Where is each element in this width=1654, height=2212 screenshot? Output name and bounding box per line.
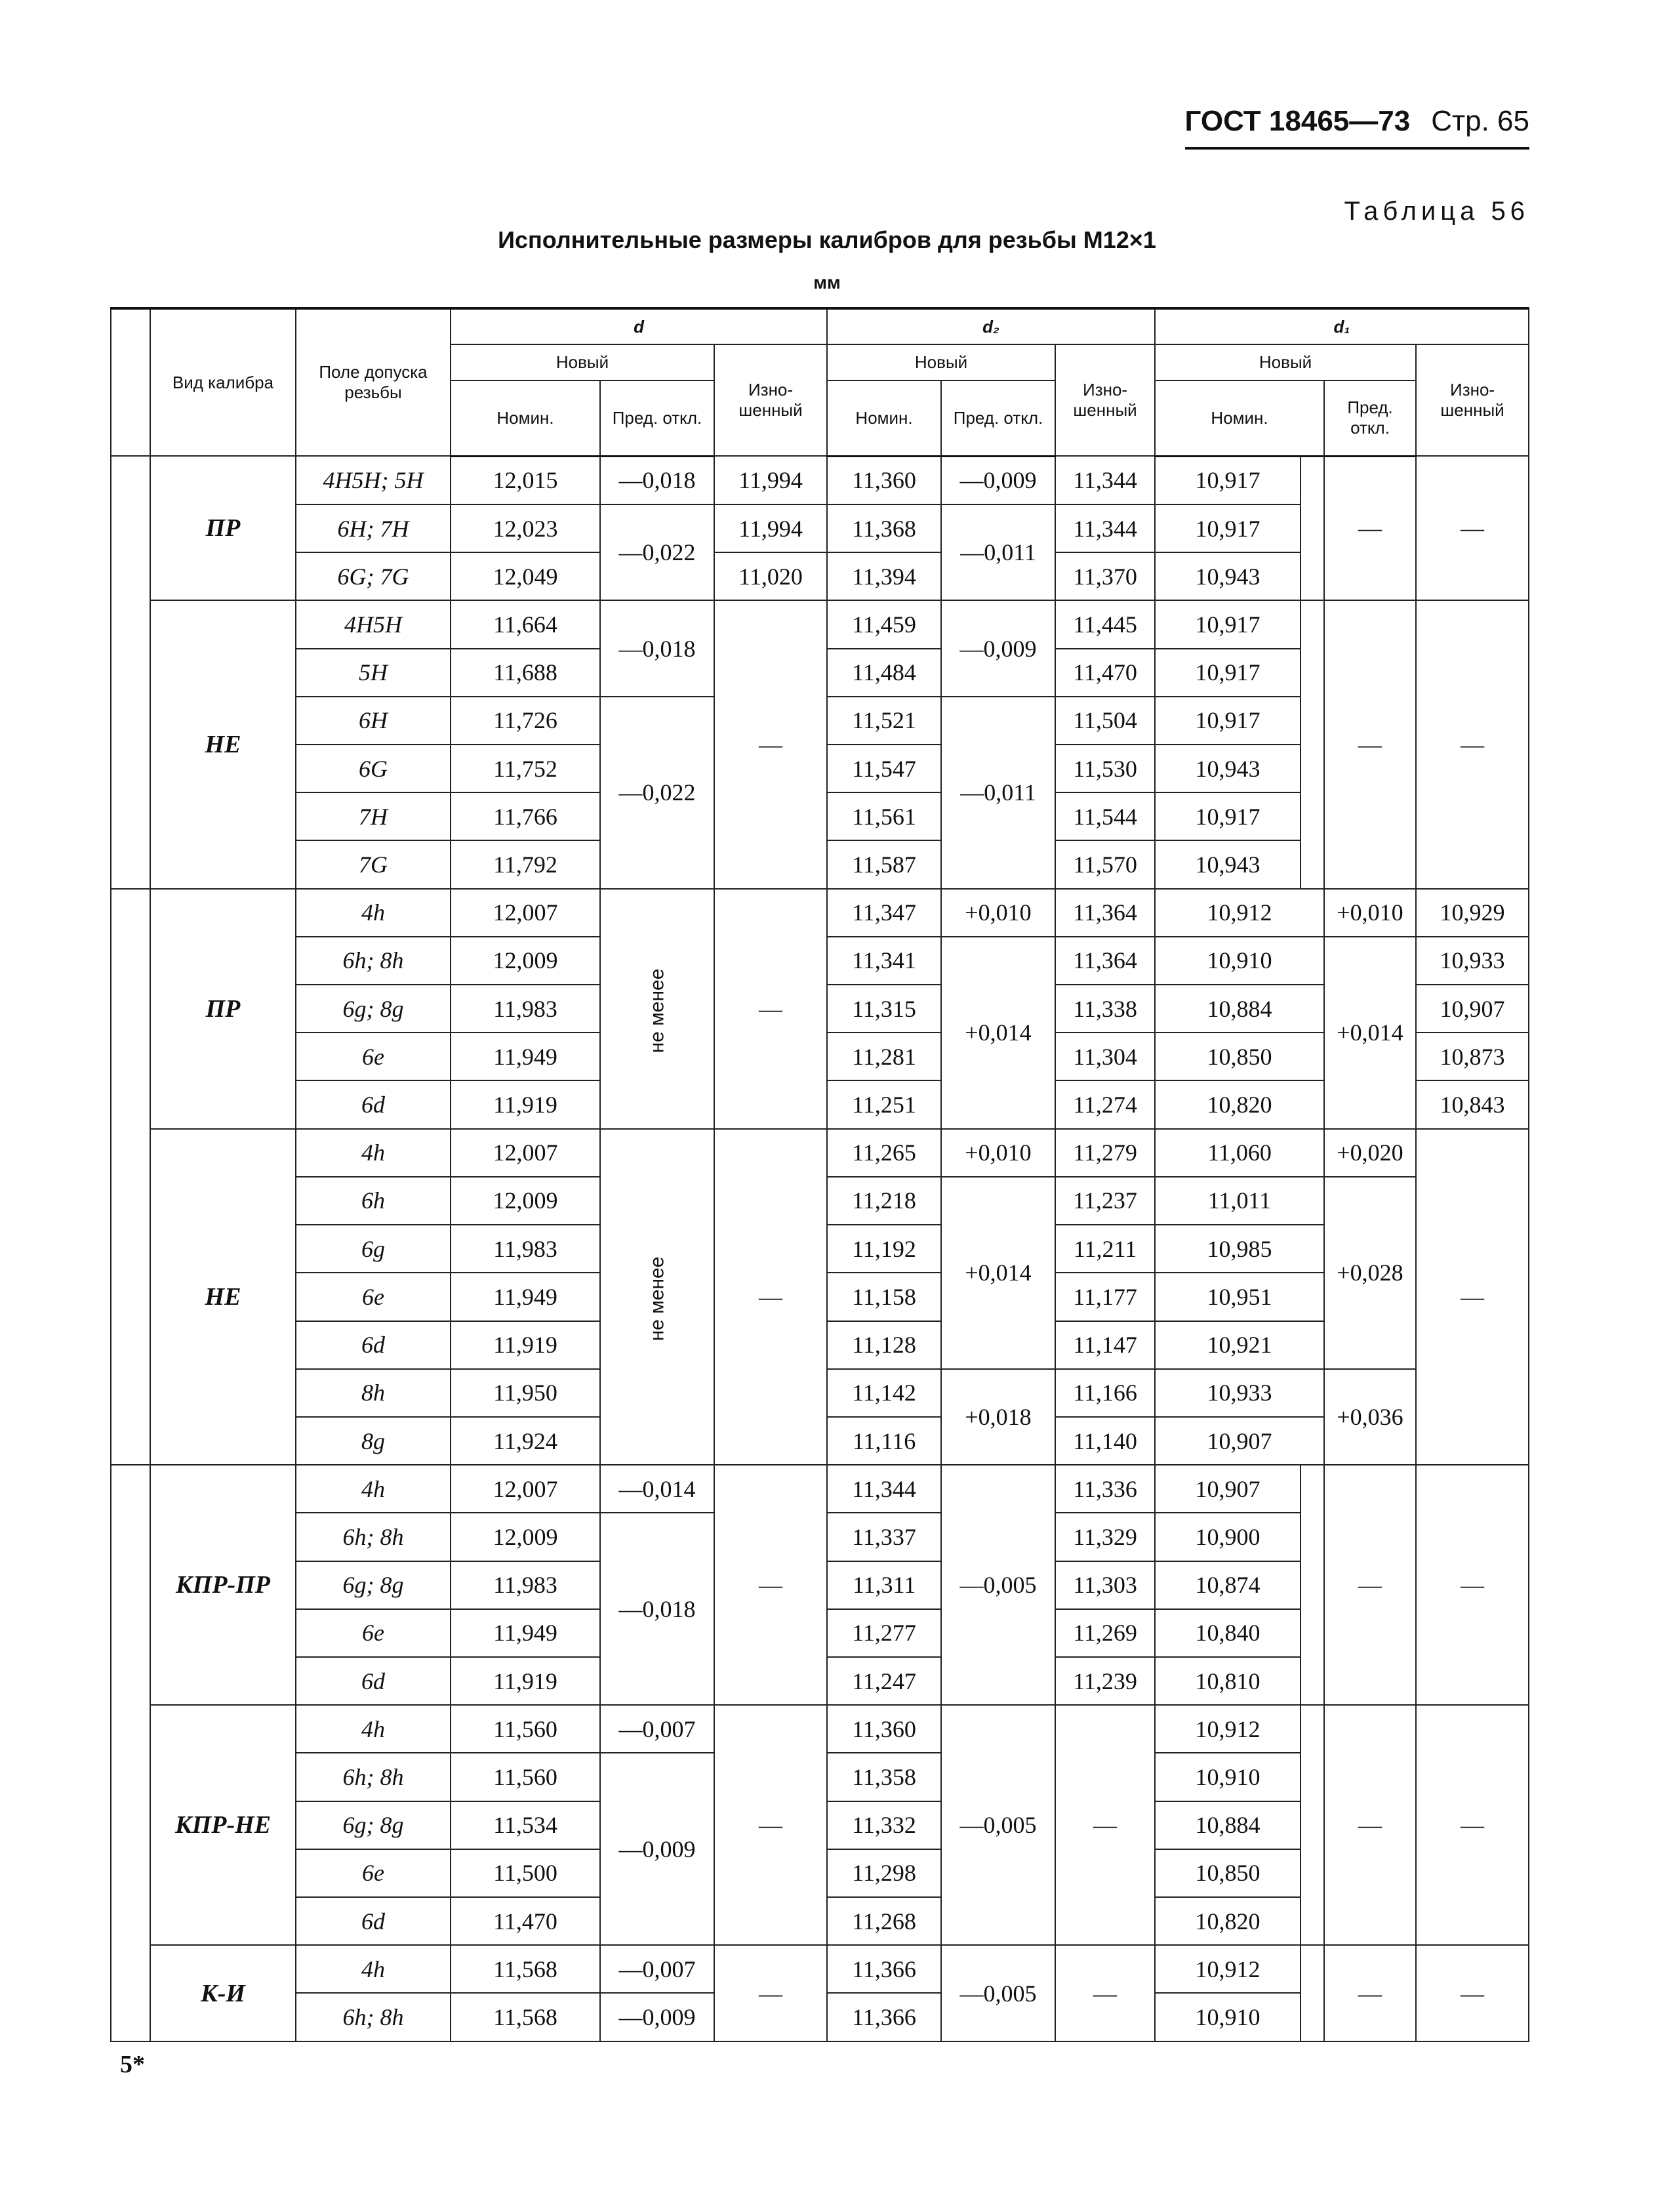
d2-worn-dash: — bbox=[1055, 1705, 1155, 1945]
page-number: Стр. 65 bbox=[1431, 105, 1529, 137]
d-deviation: —0,007 bbox=[600, 1705, 714, 1753]
d-deviation: —0,022 bbox=[600, 504, 714, 600]
d2-deviation: —0,009 bbox=[941, 456, 1055, 504]
d1-not-more-note bbox=[1301, 456, 1324, 600]
standard-number: ГОСТ 18465—73 bbox=[1184, 105, 1411, 137]
field-cell: 6e bbox=[296, 1033, 451, 1080]
d1-nominal: 10,850 bbox=[1155, 1849, 1301, 1897]
d1-nominal: 10,917 bbox=[1155, 697, 1301, 745]
d1-new-header: Новый bbox=[1155, 344, 1416, 380]
d2-deviation: +0,010 bbox=[941, 1129, 1055, 1177]
kind-k-i: К-И bbox=[150, 1945, 296, 2041]
field-cell: 6h; 8h bbox=[296, 937, 451, 985]
d1-deviation-dash: — bbox=[1324, 600, 1416, 888]
d2-worn: 11,166 bbox=[1055, 1369, 1155, 1417]
d-worn-dash: — bbox=[714, 1129, 827, 1465]
d2-nominal-header: Номин. bbox=[827, 380, 941, 456]
d-nominal: 11,766 bbox=[451, 792, 600, 840]
table-row bbox=[111, 1465, 1529, 1513]
d1-worn: 10,907 bbox=[1416, 985, 1529, 1033]
page-header bbox=[1185, 105, 1529, 150]
d1-nominal: 10,912 bbox=[1155, 1945, 1301, 1993]
d2-deviation: —0,005 bbox=[941, 1465, 1055, 1705]
field-cell: 7H bbox=[296, 792, 451, 840]
page-footer-mark: 5* bbox=[120, 2051, 145, 2078]
d-nominal: 11,949 bbox=[451, 1609, 600, 1657]
d2-nominal: 11,158 bbox=[827, 1273, 941, 1321]
d-nominal: 12,015 bbox=[451, 456, 600, 504]
field-cell: 6H; 7H bbox=[296, 504, 451, 552]
d-deviation: —0,009 bbox=[600, 1993, 714, 2041]
d2-worn: 11,303 bbox=[1055, 1561, 1155, 1609]
d2-worn: 11,364 bbox=[1055, 937, 1155, 985]
d2-worn: 11,445 bbox=[1055, 600, 1155, 648]
d1-worn-dash: — bbox=[1416, 600, 1529, 888]
d2-nominal: 11,247 bbox=[827, 1657, 941, 1705]
d2-worn: 11,239 bbox=[1055, 1657, 1155, 1705]
d2-nominal: 11,268 bbox=[827, 1897, 941, 1945]
d-nominal: 11,983 bbox=[451, 1561, 600, 1609]
d2-nominal: 11,368 bbox=[827, 504, 941, 552]
field-cell: 4h bbox=[296, 1705, 451, 1753]
field-cell: 4h bbox=[296, 1129, 451, 1177]
field-cell: 6H bbox=[296, 697, 451, 745]
d1-worn-dash: — bbox=[1416, 1465, 1529, 1705]
d-worn-header: Изно-шенный bbox=[714, 344, 827, 456]
d2-worn: 11,570 bbox=[1055, 840, 1155, 888]
field-cell: 6e bbox=[296, 1273, 451, 1321]
field-cell: 6G; 7G bbox=[296, 552, 451, 600]
d-nominal: 11,500 bbox=[451, 1849, 600, 1897]
d2-new-header: Новый bbox=[827, 344, 1055, 380]
d-nominal: 12,009 bbox=[451, 1513, 600, 1561]
d2-deviation: —0,005 bbox=[941, 1945, 1055, 2041]
d1-nominal: 10,840 bbox=[1155, 1609, 1301, 1657]
d1-nominal: 10,850 bbox=[1155, 1033, 1324, 1080]
d-deviation-header: Пред. откл. bbox=[600, 380, 714, 456]
group-rings bbox=[111, 889, 150, 1465]
d2-nominal: 11,332 bbox=[827, 1801, 941, 1849]
header-row-1 bbox=[111, 308, 1529, 344]
d1-nominal: 10,917 bbox=[1155, 649, 1301, 697]
d2-deviation: +0,014 bbox=[941, 1177, 1055, 1369]
d2-worn: 11,344 bbox=[1055, 504, 1155, 552]
d1-nominal: 10,917 bbox=[1155, 600, 1301, 648]
d-nominal: 11,752 bbox=[451, 745, 600, 792]
d-deviation: —0,014 bbox=[600, 1465, 714, 1513]
d2-nominal: 11,366 bbox=[827, 1945, 941, 1993]
d2-nominal: 11,311 bbox=[827, 1561, 941, 1609]
field-cell: 4h bbox=[296, 1465, 451, 1513]
d-nominal: 11,568 bbox=[451, 1993, 600, 2041]
d2-nominal: 11,347 bbox=[827, 889, 941, 937]
col-d-header: d bbox=[451, 308, 827, 344]
d2-worn: 11,147 bbox=[1055, 1321, 1155, 1369]
field-cell: 6g; 8g bbox=[296, 985, 451, 1033]
kind-pr: ПР bbox=[150, 889, 296, 1129]
d2-nominal: 11,459 bbox=[827, 600, 941, 648]
d1-nominal: 10,917 bbox=[1155, 456, 1301, 504]
d2-worn: 11,336 bbox=[1055, 1465, 1155, 1513]
units-label: мм bbox=[813, 272, 841, 293]
d2-nominal: 11,218 bbox=[827, 1177, 941, 1225]
d1-not-more-note bbox=[1301, 1945, 1324, 2041]
d2-nominal: 11,394 bbox=[827, 552, 941, 600]
d1-nominal: 10,810 bbox=[1155, 1657, 1301, 1705]
d-deviation: —0,018 bbox=[600, 600, 714, 696]
d-nominal: 11,983 bbox=[451, 1225, 600, 1273]
d2-worn: 11,329 bbox=[1055, 1513, 1155, 1561]
d2-nominal: 11,128 bbox=[827, 1321, 941, 1369]
col-name-header bbox=[111, 308, 150, 456]
field-cell: 6d bbox=[296, 1897, 451, 1945]
d1-nominal: 10,884 bbox=[1155, 985, 1324, 1033]
d-deviation: —0,022 bbox=[600, 697, 714, 889]
d-nominal: 12,023 bbox=[451, 504, 600, 552]
d-deviation: —0,009 bbox=[600, 1753, 714, 1945]
d1-worn: 10,933 bbox=[1416, 937, 1529, 985]
d-nominal: 12,049 bbox=[451, 552, 600, 600]
field-cell: 7G bbox=[296, 840, 451, 888]
d1-nominal: 10,912 bbox=[1155, 889, 1324, 937]
d-worn: 11,020 bbox=[714, 552, 827, 600]
d-deviation: —0,018 bbox=[600, 456, 714, 504]
d2-nominal: 11,360 bbox=[827, 456, 941, 504]
d2-nominal: 11,366 bbox=[827, 1993, 941, 2041]
d1-not-more-note bbox=[1301, 600, 1324, 888]
d-not-less-note: не менее bbox=[600, 1129, 714, 1465]
d2-nominal: 11,265 bbox=[827, 1129, 941, 1177]
field-cell: 4h bbox=[296, 1945, 451, 1993]
d-worn: 11,994 bbox=[714, 456, 827, 504]
table-number: Таблица 56 bbox=[1344, 197, 1529, 226]
d1-nominal: 11,060 bbox=[1155, 1129, 1324, 1177]
d1-worn: 10,873 bbox=[1416, 1033, 1529, 1080]
d1-deviation-dash: — bbox=[1324, 456, 1416, 600]
d1-nominal: 10,907 bbox=[1155, 1417, 1324, 1465]
d1-nominal: 10,874 bbox=[1155, 1561, 1301, 1609]
d2-nominal: 11,547 bbox=[827, 745, 941, 792]
d2-nominal: 11,358 bbox=[827, 1753, 941, 1801]
d1-nominal: 10,900 bbox=[1155, 1513, 1301, 1561]
d-nominal: 11,726 bbox=[451, 697, 600, 745]
d2-worn: 11,304 bbox=[1055, 1033, 1155, 1080]
d2-worn: 11,274 bbox=[1055, 1080, 1155, 1128]
d1-deviation-dash: — bbox=[1324, 1705, 1416, 1945]
field-cell: 8h bbox=[296, 1369, 451, 1417]
group-plugs bbox=[111, 456, 150, 889]
d2-deviation: +0,010 bbox=[941, 889, 1055, 937]
d2-nominal: 11,281 bbox=[827, 1033, 941, 1080]
d1-not-more-note bbox=[1301, 1465, 1324, 1705]
d1-nominal: 10,943 bbox=[1155, 552, 1301, 600]
d-nominal: 11,792 bbox=[451, 840, 600, 888]
d-worn-dash: — bbox=[714, 1945, 827, 2041]
d1-deviation-dash: — bbox=[1324, 1945, 1416, 2041]
table-row bbox=[111, 600, 1529, 648]
d2-worn: 11,470 bbox=[1055, 649, 1155, 697]
field-cell: 6h; 8h bbox=[296, 1753, 451, 1801]
field-cell: 6e bbox=[296, 1849, 451, 1897]
d2-nominal: 11,192 bbox=[827, 1225, 941, 1273]
field-cell: 6h; 8h bbox=[296, 1993, 451, 2041]
d-worn-dash: — bbox=[714, 889, 827, 1129]
d2-worn: 11,237 bbox=[1055, 1177, 1155, 1225]
table-row bbox=[111, 889, 1529, 937]
d2-nominal: 11,521 bbox=[827, 697, 941, 745]
d2-worn: 11,211 bbox=[1055, 1225, 1155, 1273]
kind-ne: НЕ bbox=[150, 600, 296, 888]
gauge-dimensions-table bbox=[110, 307, 1529, 2042]
group-control-plugs bbox=[111, 1465, 150, 2041]
d2-worn: 11,370 bbox=[1055, 552, 1155, 600]
d-nominal: 11,950 bbox=[451, 1369, 600, 1417]
d2-nominal: 11,341 bbox=[827, 937, 941, 985]
d1-worn-dash: — bbox=[1416, 1705, 1529, 1945]
kind-kpr-ne: КПР-НЕ bbox=[150, 1705, 296, 1945]
d-nominal: 11,919 bbox=[451, 1321, 600, 1369]
d-nominal: 12,007 bbox=[451, 1465, 600, 1513]
d2-worn: 11,338 bbox=[1055, 985, 1155, 1033]
d2-deviation: —0,009 bbox=[941, 600, 1055, 696]
kind-ne: НЕ bbox=[150, 1129, 296, 1465]
d-nominal: 12,007 bbox=[451, 889, 600, 937]
d1-nominal: 10,943 bbox=[1155, 840, 1301, 888]
field-cell: 6g; 8g bbox=[296, 1561, 451, 1609]
field-cell: 6d bbox=[296, 1080, 451, 1128]
table-row bbox=[111, 1945, 1529, 1993]
d-nominal: 11,919 bbox=[451, 1080, 600, 1128]
d1-deviation: +0,028 bbox=[1324, 1177, 1416, 1369]
col-d2-header: d₂ bbox=[827, 308, 1155, 344]
d1-nominal-header: Номин. bbox=[1155, 380, 1324, 456]
d-nominal: 11,664 bbox=[451, 600, 600, 648]
d2-worn: 11,344 bbox=[1055, 456, 1155, 504]
d1-nominal: 10,912 bbox=[1155, 1705, 1301, 1753]
field-cell: 6h; 8h bbox=[296, 1513, 451, 1561]
d1-deviation-dash: — bbox=[1324, 1465, 1416, 1705]
d2-nominal: 11,298 bbox=[827, 1849, 941, 1897]
d1-nominal: 10,910 bbox=[1155, 1753, 1301, 1801]
d1-nominal: 10,910 bbox=[1155, 937, 1324, 985]
d1-worn: 10,843 bbox=[1416, 1080, 1529, 1128]
d1-deviation: +0,014 bbox=[1324, 937, 1416, 1129]
d1-nominal: 10,951 bbox=[1155, 1273, 1324, 1321]
d1-nominal: 10,907 bbox=[1155, 1465, 1301, 1513]
d1-worn-dash: — bbox=[1416, 1945, 1529, 2041]
field-cell: 4H5H bbox=[296, 600, 451, 648]
d-nominal: 11,568 bbox=[451, 1945, 600, 1993]
field-cell: 4h bbox=[296, 889, 451, 937]
d2-nominal: 11,315 bbox=[827, 985, 941, 1033]
d2-deviation: —0,011 bbox=[941, 504, 1055, 600]
field-cell: 6h bbox=[296, 1177, 451, 1225]
d1-nominal: 10,820 bbox=[1155, 1897, 1301, 1945]
d-worn: 11,994 bbox=[714, 504, 827, 552]
d2-deviation: —0,011 bbox=[941, 697, 1055, 889]
d2-worn: 11,504 bbox=[1055, 697, 1155, 745]
d1-nominal: 10,917 bbox=[1155, 504, 1301, 552]
d1-worn-header: Изно-шенный bbox=[1416, 344, 1529, 456]
d1-deviation: +0,036 bbox=[1324, 1369, 1416, 1465]
d1-deviation-header: Пред. откл. bbox=[1324, 380, 1416, 456]
d-nominal: 12,007 bbox=[451, 1129, 600, 1177]
d2-deviation: +0,018 bbox=[941, 1369, 1055, 1465]
d-nominal: 11,560 bbox=[451, 1753, 600, 1801]
d2-worn: 11,530 bbox=[1055, 745, 1155, 792]
d2-nominal: 11,251 bbox=[827, 1080, 941, 1128]
d-nominal: 11,919 bbox=[451, 1657, 600, 1705]
field-cell: 8g bbox=[296, 1417, 451, 1465]
d-worn-dash: — bbox=[714, 1705, 827, 1945]
d-nominal: 11,534 bbox=[451, 1801, 600, 1849]
d1-worn: 10,929 bbox=[1416, 889, 1529, 937]
d2-worn: 11,544 bbox=[1055, 792, 1155, 840]
d2-deviation: +0,014 bbox=[941, 937, 1055, 1129]
d1-nominal: 10,943 bbox=[1155, 745, 1301, 792]
d2-nominal: 11,142 bbox=[827, 1369, 941, 1417]
field-cell: 4H5H; 5H bbox=[296, 456, 451, 504]
table-row bbox=[111, 1705, 1529, 1753]
field-cell: 6e bbox=[296, 1609, 451, 1657]
field-cell: 6d bbox=[296, 1321, 451, 1369]
d1-nominal: 10,933 bbox=[1155, 1369, 1324, 1417]
d2-worn: 11,364 bbox=[1055, 889, 1155, 937]
d2-worn-dash: — bbox=[1055, 1945, 1155, 2041]
d1-nominal: 10,884 bbox=[1155, 1801, 1301, 1849]
field-cell: 6g bbox=[296, 1225, 451, 1273]
d-nominal: 11,924 bbox=[451, 1417, 600, 1465]
d2-nominal: 11,587 bbox=[827, 840, 941, 888]
d2-worn: 11,140 bbox=[1055, 1417, 1155, 1465]
d-nominal: 11,470 bbox=[451, 1897, 600, 1945]
field-cell: 5H bbox=[296, 649, 451, 697]
d-nominal: 11,983 bbox=[451, 985, 600, 1033]
d1-nominal: 10,917 bbox=[1155, 792, 1301, 840]
field-cell: 6G bbox=[296, 745, 451, 792]
d1-nominal: 10,921 bbox=[1155, 1321, 1324, 1369]
d-new-header: Новый bbox=[451, 344, 714, 380]
d1-worn-dash: — bbox=[1416, 456, 1529, 600]
d-nominal: 11,949 bbox=[451, 1033, 600, 1080]
field-cell: 6g; 8g bbox=[296, 1801, 451, 1849]
d-nominal: 12,009 bbox=[451, 937, 600, 985]
d2-nominal: 11,360 bbox=[827, 1705, 941, 1753]
d-deviation: —0,007 bbox=[600, 1945, 714, 1993]
d-nominal: 12,009 bbox=[451, 1177, 600, 1225]
d1-nominal: 10,820 bbox=[1155, 1080, 1324, 1128]
d-nominal: 11,688 bbox=[451, 649, 600, 697]
d1-deviation: +0,010 bbox=[1324, 889, 1416, 937]
table-row bbox=[111, 456, 1529, 504]
d2-deviation-header: Пред. откл. bbox=[941, 380, 1055, 456]
kind-kpr-pr: КПР-ПР bbox=[150, 1465, 296, 1705]
field-cell: 6d bbox=[296, 1657, 451, 1705]
d-nominal: 11,949 bbox=[451, 1273, 600, 1321]
d1-nominal: 10,910 bbox=[1155, 1993, 1301, 2041]
d-not-less-note: не менее bbox=[600, 889, 714, 1129]
d2-nominal: 11,116 bbox=[827, 1417, 941, 1465]
d-worn-dash: — bbox=[714, 600, 827, 888]
d2-nominal: 11,561 bbox=[827, 792, 941, 840]
d2-nominal: 11,344 bbox=[827, 1465, 941, 1513]
d1-nominal: 11,011 bbox=[1155, 1177, 1324, 1225]
d-nominal: 11,560 bbox=[451, 1705, 600, 1753]
d1-nominal: 10,985 bbox=[1155, 1225, 1324, 1273]
col-d1-header: d₁ bbox=[1155, 308, 1529, 344]
d-deviation: —0,018 bbox=[600, 1513, 714, 1705]
d2-deviation: —0,005 bbox=[941, 1705, 1055, 1945]
table-title: Исполнительные размеры калибров для резьбы М12×1 bbox=[498, 226, 1156, 253]
d2-nominal: 11,337 bbox=[827, 1513, 941, 1561]
d-worn-dash: — bbox=[714, 1465, 827, 1705]
d-nominal-header: Номин. bbox=[451, 380, 600, 456]
kind-pr: ПР bbox=[150, 456, 296, 600]
d1-worn-dash: — bbox=[1416, 1129, 1529, 1465]
d1-deviation: +0,020 bbox=[1324, 1129, 1416, 1177]
d1-not-more-note bbox=[1301, 1705, 1324, 1945]
d2-nominal: 11,484 bbox=[827, 649, 941, 697]
d2-worn-header: Изно-шенный bbox=[1055, 344, 1155, 456]
d2-worn: 11,269 bbox=[1055, 1609, 1155, 1657]
d2-worn: 11,177 bbox=[1055, 1273, 1155, 1321]
col-kind-header: Вид калибра bbox=[150, 308, 296, 456]
col-field-header: Поле допуска резьбы bbox=[296, 308, 451, 456]
table-row bbox=[111, 1129, 1529, 1177]
d2-worn: 11,279 bbox=[1055, 1129, 1155, 1177]
d2-nominal: 11,277 bbox=[827, 1609, 941, 1657]
